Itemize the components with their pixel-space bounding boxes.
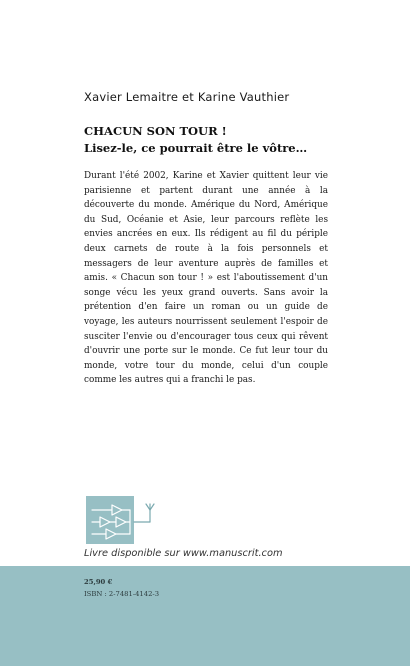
availability-note: Livre disponible sur www.manuscrit.com xyxy=(84,548,283,559)
authors-line: Xavier Lemaitre et Karine Vauthier xyxy=(84,90,290,104)
book-subtitle: Lisez-le, ce pourrait être le vôtre… xyxy=(84,141,308,155)
book-title: CHACUN SON TOUR ! xyxy=(84,124,227,138)
manuscrit-logo-icon xyxy=(86,496,162,544)
footer-band xyxy=(0,566,410,666)
book-summary: Durant l'été 2002, Karine et Xavier quittent leur vie parisienne et partent durant une année à la découverte du monde. Amérique du Nord, Amérique du Sud, Océanie et Asie, leur parcours reflète les envies ancrées en eux. Ils rédigent au fil du périple deux carnets de route à la fois personnels et messagers de leur aventure auprès de familles et amis. « Chacun son tour ! » est l'aboutissement d'un songe vécu les yeux grand ouverts. Sans avoir la prétention d'en faire un roman ou un guide de voyage, les auteurs nourrissent seulement l'espoir de susciter l'envie ou d'encourager tous ceux qui rêvent d'ouvrir une porte sur le monde. Ce fut leur tour du monde, votre tour du monde, celui d'un couple comme les autres qui a franchi le pas. xyxy=(84,171,328,386)
isbn-label: ISBN : 2-7481-4142-3 xyxy=(84,590,160,598)
price-label: 25,90 € xyxy=(84,578,113,586)
